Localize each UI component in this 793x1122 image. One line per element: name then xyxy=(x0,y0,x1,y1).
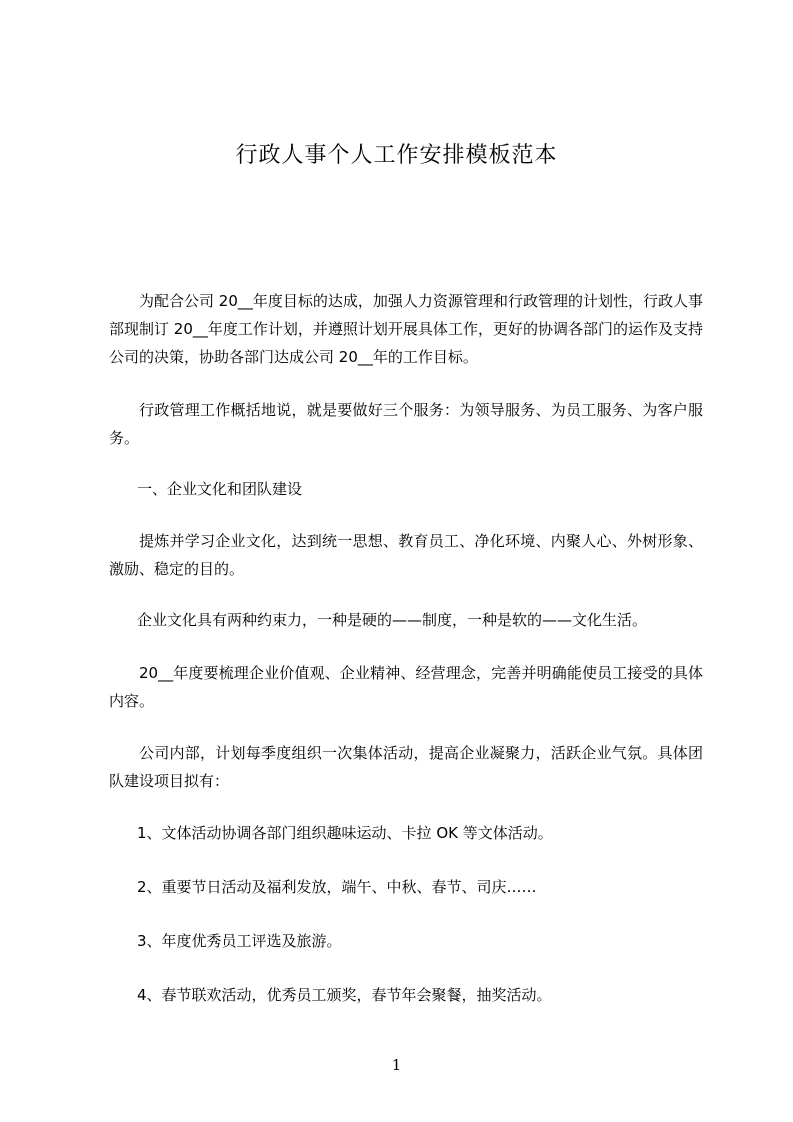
paragraph-culture-constraints: 企业文化具有两种约束力，一种是硬的——制度，一种是软的——文化生活。 xyxy=(137,611,648,629)
paragraph-team-activities: 公司内部，计划每季度组织一次集体活动，提高企业凝聚力，活跃企业气氛。具体团队建设项目拟有： xyxy=(109,744,703,790)
paragraph-three-services: 行政管理工作概括地说，就是要做好三个服务：为领导服务、为员工服务、为客户服务。 xyxy=(109,401,703,447)
paragraph-intro: 为配合公司 20__年度目标的达成，加强人力资源管理和行政管理的计划性，行政人事部现制订 20__年度工作计划，并遵照计划开展具体工作，更好的协调各部门的运作及支持公司的决策，协助各部门达成公司 20__年的工作目标。 xyxy=(109,292,703,366)
section-heading-culture: 一、企业文化和团队建设 xyxy=(137,480,303,498)
list-item-spring-festival: 4、春节联欢活动，优秀员工颁奖，春节年会聚餐，抽奖活动。 xyxy=(137,986,552,1004)
page-number: 1 xyxy=(391,1056,402,1074)
list-item-awards: 3、年度优秀员工评选及旅游。 xyxy=(137,932,342,950)
list-item-sports: 1、文体活动协调各部门组织趣味运动、卡拉 OK 等文体活动。 xyxy=(137,824,553,842)
document-title: 行政人事个人工作安排模板范本 xyxy=(235,143,558,168)
list-item-holidays: 2、重要节日活动及福利发放，端午、中秋、春节、司庆…… xyxy=(137,878,537,896)
paragraph-values: 20__年度要梳理企业价值观、企业精神、经营理念，完善并明确能使员工接受的具体内容。 xyxy=(109,664,703,710)
paragraph-culture-goal: 提炼并学习企业文化，达到统一思想、教育员工、净化环境、内聚人心、外树形象、激励、稳定的目的。 xyxy=(109,532,703,578)
